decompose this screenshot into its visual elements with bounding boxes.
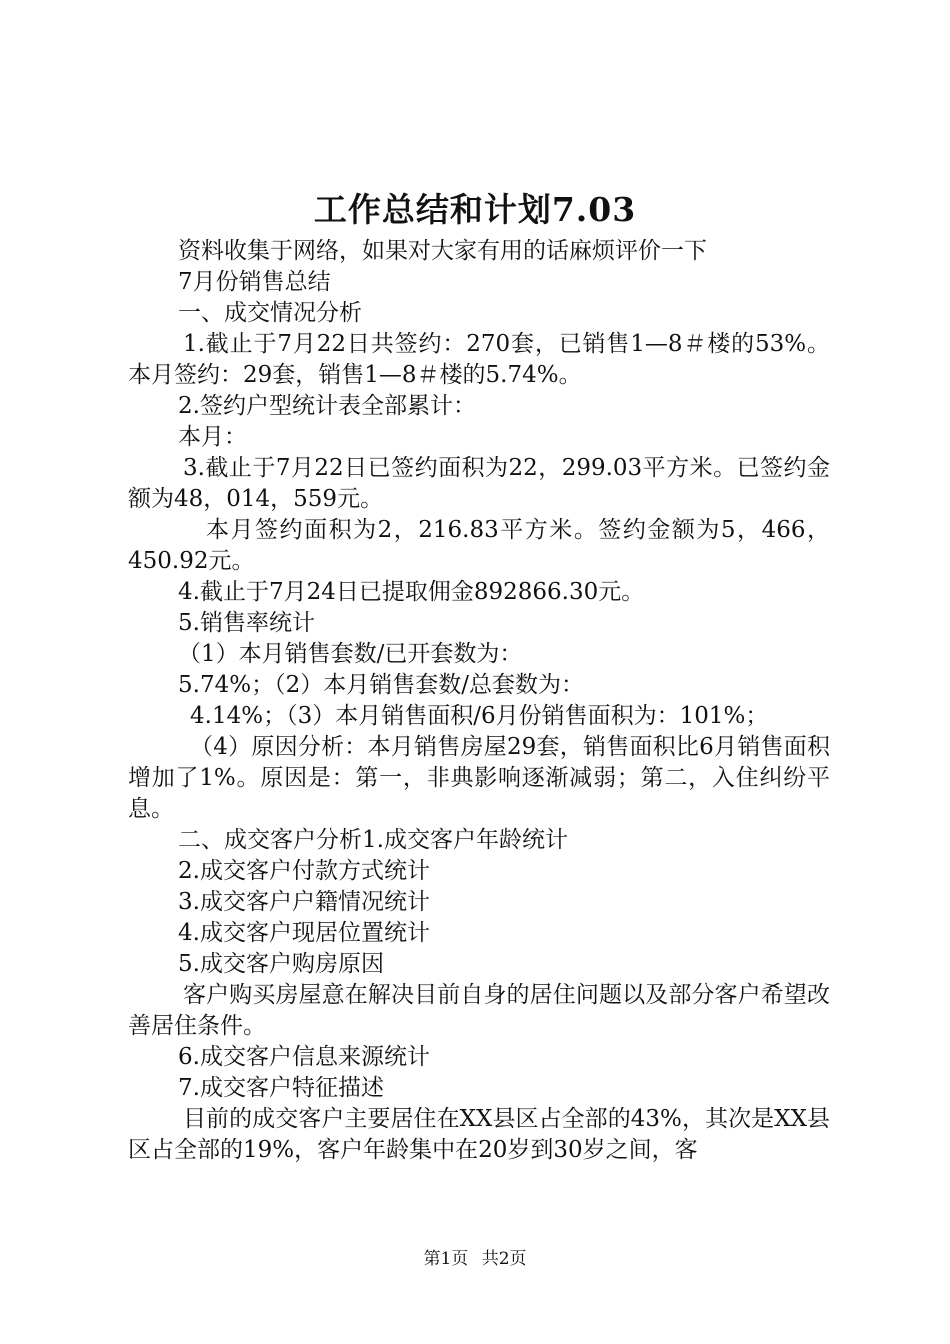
paragraph-source-note: 资料收集于网络，如果对大家有用的话麻烦评价一下 bbox=[178, 238, 707, 264]
paragraph-item-3: 3.截止于7月22日已签约面积为22，299.03平方米。已签约金额为48，014，559元。 bbox=[128, 455, 830, 512]
page-number: 第1页 bbox=[423, 1249, 469, 1269]
paragraph-item-1: 1.截止于7月22日共签约：270套，已销售1—8＃楼的53%。本月签约：29套，销售1—8＃楼的5.74%。 bbox=[128, 331, 830, 388]
paragraph-rate-4: （4）原因分析：本月销售房屋29套，销售面积比6月销售面积增加了1%。原因是：第一，非典影响逐渐减弱；第二，入住纠纷平息。 bbox=[128, 734, 830, 822]
paragraph-client-reason: 客户购买房屋意在解决目前自身的居住问题以及部分客户希望改善居住条件。 bbox=[128, 982, 830, 1039]
paragraph-client-4: 4.成交客户现居位置统计 bbox=[178, 920, 430, 946]
paragraph-client-6: 6.成交客户信息来源统计 bbox=[178, 1044, 430, 1070]
paragraph-rate-1: （1）本月销售套数/已开套数为： bbox=[178, 641, 523, 667]
paragraph-item-5: 5.销售率统计 bbox=[178, 610, 315, 636]
paragraph-heading-july-summary: 7月份销售总结 bbox=[178, 269, 331, 295]
page-footer bbox=[0, 1244, 950, 1269]
paragraph-section-1: 一、成交情况分析 bbox=[178, 300, 362, 326]
paragraph-section-2: 二、成交客户分析1.成交客户年龄统计 bbox=[178, 827, 568, 853]
paragraph-client-3: 3.成交客户户籍情况统计 bbox=[178, 889, 430, 915]
paragraph-client-2: 2.成交客户付款方式统计 bbox=[178, 858, 430, 884]
document-body bbox=[128, 236, 830, 1166]
paragraph-rate-2: 5.74%；（2）本月销售套数/总套数为： bbox=[178, 672, 584, 698]
page-total: 共2页 bbox=[481, 1249, 527, 1269]
document-title: 工作总结和计划7.03 bbox=[313, 190, 637, 229]
paragraph-rate-3: 4.14%；（3）本月销售面积/6月份销售面积为：101%； bbox=[190, 703, 769, 729]
paragraph-item-4: 4.截止于7月24日已提取佣金892866.30元。 bbox=[178, 579, 645, 605]
paragraph-item-2: 2.签约户型统计表全部累计： bbox=[178, 393, 476, 419]
paragraph-this-month: 本月： bbox=[178, 424, 247, 450]
paragraph-client-5: 5.成交客户购房原因 bbox=[178, 951, 384, 977]
paragraph-client-profile: 目前的成交客户主要居住在XX县区占全部的43%，其次是XX县区占全部的19%，客户年龄集中在20岁到30岁之间，客 bbox=[128, 1106, 830, 1163]
paragraph-item-3-month: 本月签约面积为2，216.83平方米。签约金额为5，466，450.92元。 bbox=[128, 517, 830, 574]
paragraph-client-7: 7.成交客户特征描述 bbox=[178, 1075, 384, 1101]
